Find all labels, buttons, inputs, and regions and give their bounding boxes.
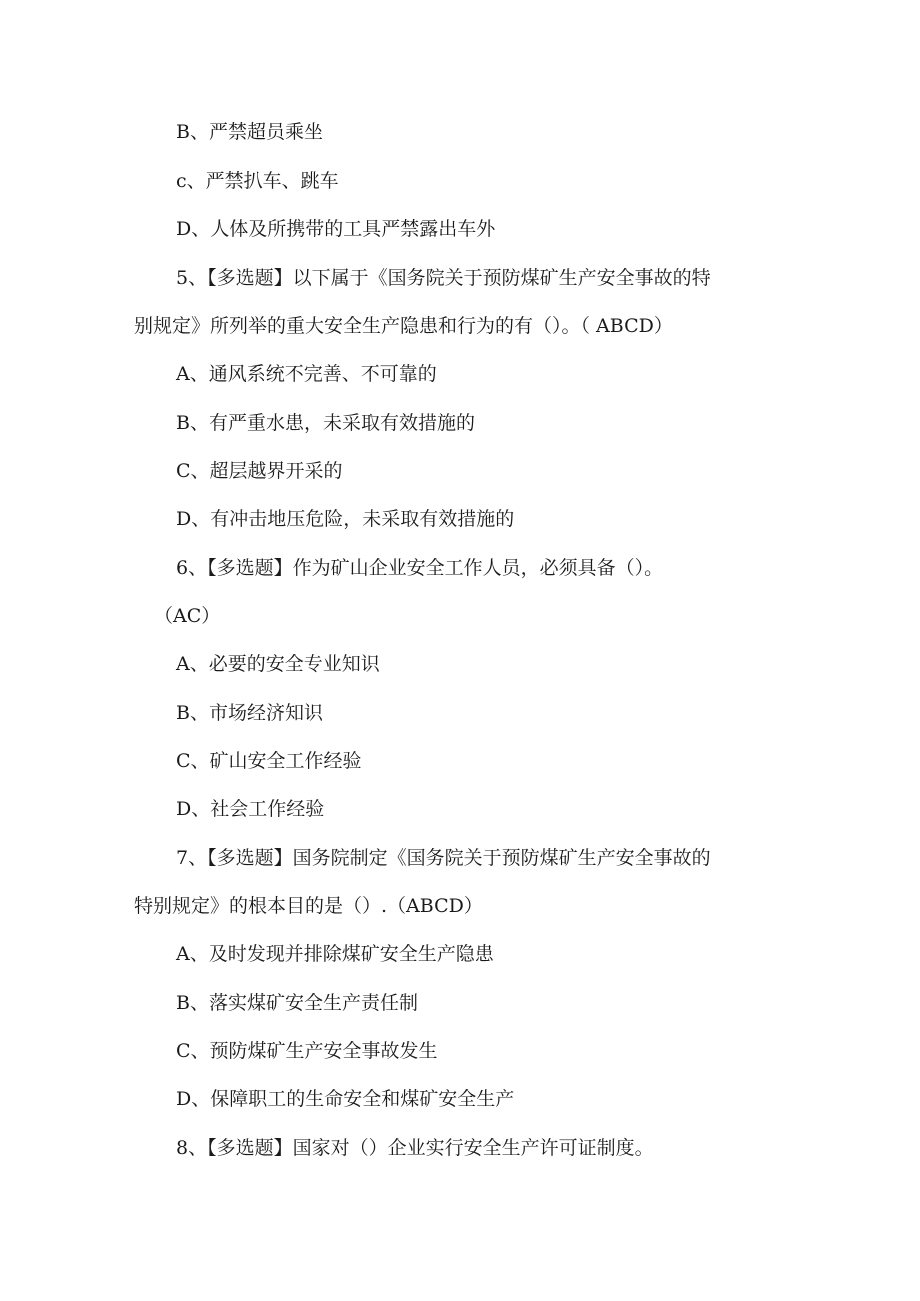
q5-option-a: A、通风系统不完善、不可靠的 [176, 363, 437, 385]
q5-option-c: C、超层越界开采的 [176, 460, 343, 482]
q6-option-d: D、社会工作经验 [176, 798, 325, 820]
q7-option-b: B、落实煤矿安全生产责任制 [176, 992, 418, 1014]
q8-stem-line-1: 8、【多选题】国家对（）企业实行安全生产许可证制度。 [176, 1137, 654, 1159]
q7-option-a: A、及时发现并排除煤矿安全生产隐患 [176, 943, 494, 965]
q4-option-b: B、严禁超员乘坐 [176, 121, 323, 143]
q7-stem-line-2: 特别规定》的根本目的是（）.（ABCD） [134, 895, 483, 917]
q6-stem-line-2: （AC） [154, 605, 221, 627]
q6-option-c: C、矿山安全工作经验 [176, 750, 362, 772]
q7-stem-line-1: 7、【多选题】国务院制定《国务院关于预防煤矿生产安全事故的 [176, 847, 711, 869]
q7-option-c: C、预防煤矿生产安全事故发生 [176, 1040, 438, 1062]
q4-option-d: D、人体及所携带的工具严禁露出车外 [176, 218, 496, 240]
q4-option-c: c、严禁扒车、跳车 [176, 170, 339, 192]
q6-option-b: B、市场经济知识 [176, 702, 323, 724]
q5-stem-line-2: 别规定》所列举的重大安全生产隐患和行为的有（）。（ ABCD） [134, 315, 673, 337]
q7-option-d: D、保障职工的生命安全和煤矿安全生产 [176, 1088, 515, 1110]
q6-stem-line-1: 6、【多选题】作为矿山企业安全工作人员，必须具备（）。 [176, 557, 664, 579]
q6-option-a: A、必要的安全专业知识 [176, 653, 380, 675]
q5-option-b: B、有严重水患，未采取有效措施的 [176, 412, 475, 434]
q5-stem-line-1: 5、【多选题】以下属于《国务院关于预防煤矿生产安全事故的特 [176, 267, 711, 289]
q5-option-d: D、有冲击地压危险，未采取有效措施的 [176, 508, 515, 530]
